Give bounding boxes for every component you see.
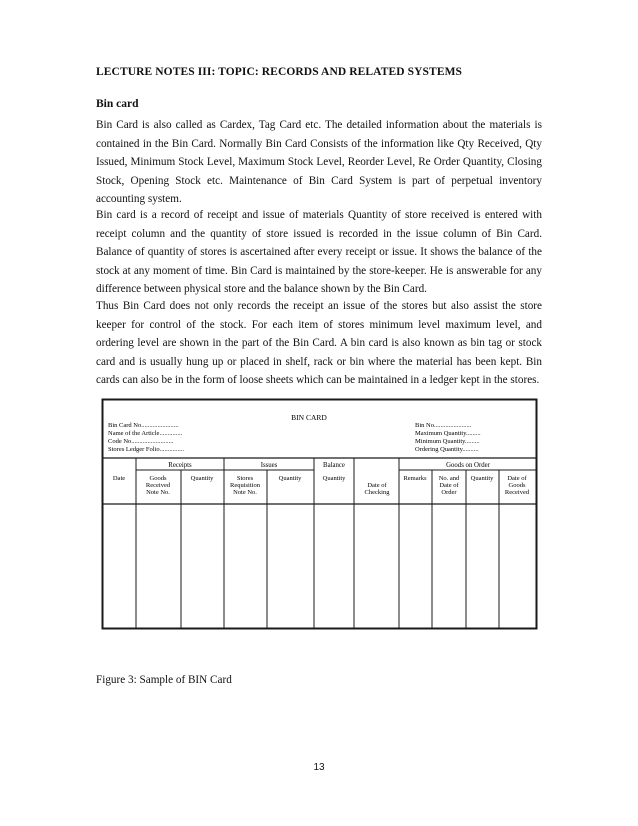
col-grn-line3: Note No.	[146, 489, 170, 496]
col-receipt-quantity: Quantity	[190, 475, 214, 482]
col-dgr-line3: Received	[504, 489, 530, 496]
col-issue-quantity: Quantity	[278, 475, 302, 482]
col-remarks: Remarks	[403, 475, 427, 482]
col-grn-line2: Received	[145, 482, 171, 489]
col-srn-line1: Stores	[236, 475, 254, 482]
group-goods-on-order: Goods on Order	[446, 462, 490, 469]
group-receipts: Receipts	[168, 462, 192, 469]
figure-caption: Figure 3: Sample of BIN Card	[96, 674, 232, 686]
col-order-line2: Date of	[439, 482, 459, 489]
lecture-heading: LECTURE NOTES III: TOPIC: RECORDS AND RELATED SYSTEMS	[96, 66, 463, 78]
field-ordering-qty: Ordering Quantity..........	[415, 446, 479, 453]
field-bin-no: Bin No.......................	[415, 422, 472, 429]
paragraph-3: Thus Bin Card does not only records the receipt an issue of the stores but also assist the store keeper for control of the stock. For each item of stores minimum level maximum level, and ordering level are shown in the part of the Bin Card. A bin card is also known as bin tag or stock card and is usually hung up or placed in shelf, rack or bin where the material has been kept. Bin cards can also be in the form of loose sheets which can be maintained in a ledger kept in the stores.	[96, 300, 542, 387]
col-srn-line2: Requisition	[230, 482, 260, 489]
col-balance-quantity: Quantity	[322, 475, 346, 482]
col-dgr-line2: Goods	[508, 482, 526, 489]
group-balance: Balance	[323, 462, 345, 469]
page-number: 13	[313, 762, 325, 773]
col-order-line3: Order	[441, 489, 457, 496]
col-order-line1: No. and	[438, 475, 460, 482]
field-min-qty: Minimum Quantity.........	[415, 438, 480, 445]
col-grn-line1: Goods	[149, 475, 167, 482]
field-bin-card-no: Bin Card No.......................	[108, 422, 179, 429]
bin-card-drawing	[101, 398, 538, 630]
paragraph-2: Bin card is a record of receipt and issue of materials Quantity of store received is entered with receipt column and the quantity of store issued is recorded in the issue column of Bin Card. Balance of quantity of stores is ascertained after every receipt or issue. It shows the balance of the stock at any moment of time. Bin Card is maintained by the store-keeper. He is answerable for any difference between physical store and the balance shown by the Bin Card.	[96, 209, 542, 296]
col-dgr-line1: Date of	[507, 475, 527, 482]
col-srn-line3: Note No.	[233, 489, 257, 496]
col-date-checking-line2: Checking	[364, 489, 390, 496]
field-article-name: Name of the Article..............	[108, 430, 183, 437]
col-date-checking-line1: Date of	[367, 482, 387, 489]
field-ledger-folio: Stores Ledger Folio...............	[108, 446, 185, 453]
col-date: Date	[112, 475, 126, 482]
section-subheading: Bin card	[96, 98, 139, 110]
field-code-no: Code No..........................	[108, 438, 174, 445]
paragraph-1: Bin Card is also called as Cardex, Tag Card etc. The detailed information about the materials is contained in the Bin Card. Normally Bin Card Consists of the information like Qty Received, Qty Issued, Minimum Stock Level, Maximum Stock Level, Reorder Level, Re Order Quantity, Closing Stock, Opening Stock etc. Maintenance of Bin Card System is part of perpetual inventory accounting system.	[96, 119, 542, 206]
bin-card-title: BIN CARD	[291, 413, 327, 422]
field-max-qty: Maximum Quantity.........	[415, 430, 481, 437]
col-order-quantity: Quantity	[470, 475, 494, 482]
group-issues: Issues	[260, 462, 278, 469]
bin-card-figure	[101, 398, 538, 630]
